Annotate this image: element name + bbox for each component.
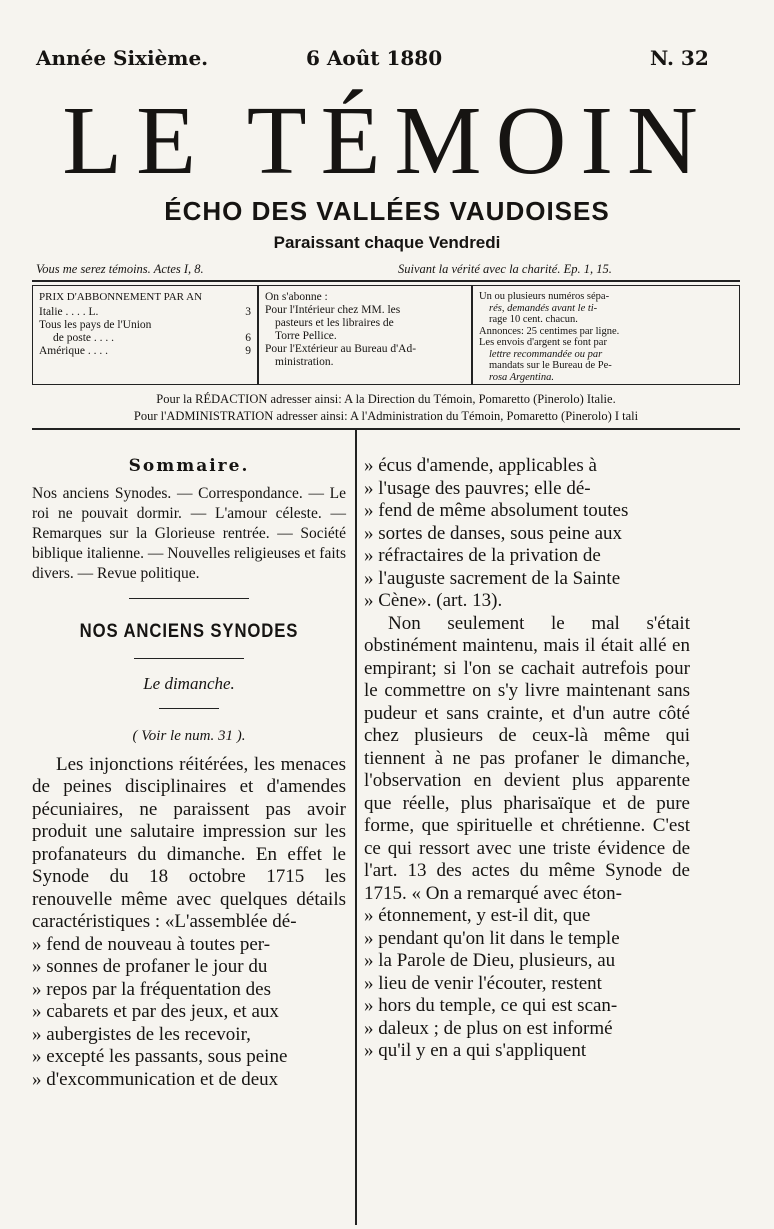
abonne-line: pasteurs et les libraires de: [275, 317, 394, 329]
price-row: [39, 319, 251, 332]
title-rule: [134, 658, 244, 660]
box-divider: [471, 286, 473, 384]
box-divider: [257, 286, 259, 384]
masthead-rule: [32, 280, 740, 282]
numeros-line: Les envois d'argent se font par: [479, 337, 607, 348]
abonne-line: ministration.: [275, 356, 334, 368]
numeros-section: [479, 291, 735, 383]
price-row-value: 6: [245, 332, 251, 344]
issue-date: 6 Août 1880: [306, 46, 443, 70]
quote-line: » la Parole de Dieu, plusieurs, au: [364, 950, 616, 971]
quote-line: » fend de nouveau à toutes per-: [32, 933, 271, 955]
publication-frequency: Paraissant chaque Vendredi: [273, 233, 501, 252]
numeros-line: rés, demandés avant le ti-: [489, 302, 598, 314]
quote-line: » repos par la fréquentation des: [32, 978, 271, 1000]
right-column: [364, 455, 690, 1063]
numeros-line: rage 10 cent. chacun.: [489, 314, 578, 325]
price-heading: PRIX D'ABBONNEMENT PAR AN: [39, 291, 203, 303]
newspaper-subtitle: ÉCHO DES VALLÉES VAUDOISES: [164, 196, 610, 226]
quote-line: » d'excommunication et de deux: [32, 1068, 279, 1090]
motto-right: Suivant la vérité avec la charité. Ep. 1, 15.: [398, 262, 612, 276]
column-divider: [355, 430, 357, 1225]
price-section: [39, 291, 251, 358]
sommaire-text: Nos anciens Synodes. — Correspondance. — Le roi ne pouvait dormir. — L'amour céleste. — Remarques sur la Glorieuse rentrée. — Société biblique italienne. — Nouvelles religieuses et faits divers. — Revue politique.: [32, 484, 346, 582]
quote-line: » excepté les passants, sous peine: [32, 1046, 288, 1067]
numeros-line: lettre recommandée ou par: [489, 348, 603, 360]
abonne-line: Pour l'Intérieur chez MM. les: [265, 304, 401, 316]
quote-line: » aubergistes de les recevoir,: [32, 1023, 251, 1045]
motto-left: Vous me serez témoins. Actes I, 8.: [36, 262, 204, 276]
subscription-box: [32, 285, 740, 385]
quote-line: » étonnement, y est-il dit, que: [364, 905, 591, 926]
numeros-line: rosa Argentina.: [489, 371, 554, 383]
quote-line: » sonnes de profaner le jour du: [32, 956, 268, 977]
quote-line: » lieu de venir l'écouter, restent: [364, 972, 602, 994]
quote-line: » cabarets et par des jeux, et aux: [32, 1001, 279, 1022]
quote-line: » l'auguste sacrement de la Sainte: [364, 567, 621, 589]
price-row-value: 9: [245, 345, 251, 357]
newspaper-title: LE TÉMOIN: [62, 87, 712, 195]
article-subtitle: Le dimanche.: [143, 674, 235, 693]
abonne-line: Pour l'Extérieur au Bureau d'Ad-: [265, 343, 417, 355]
administration-address: Pour l'ADMINISTRATION adresser ainsi: A l'Administration du Témoin, Pomaretto (Pinerolo) I tali: [133, 409, 639, 423]
price-row: [39, 306, 251, 319]
price-row-label: Italie . . . . L.: [39, 306, 99, 318]
price-row: [39, 332, 251, 345]
quote-line: » l'usage des pauvres; elle dé-: [364, 477, 591, 499]
price-row-value: 3: [245, 306, 251, 318]
quote-line: » écus d'amende, applicables à: [364, 455, 597, 476]
header-bottom-rule: [32, 428, 740, 430]
year-label: Année Sixième.: [36, 46, 209, 70]
quote-line: » daleux ; de plus on est informé: [364, 1017, 613, 1039]
price-row: [39, 345, 251, 358]
price-row-label: Amérique . . . .: [39, 345, 108, 357]
quote-line: » hors du temple, ce qui est scan-: [364, 995, 618, 1016]
quote-line: » pendant qu'on lit dans le temple: [364, 927, 620, 949]
section-rule: [129, 598, 249, 600]
quote-line: » fend de même absolument toutes: [364, 500, 629, 521]
quote-line: » sortes de danses, sous peine aux: [364, 522, 623, 544]
left-column: [32, 455, 346, 1091]
sommaire-title: Sommaire.: [128, 456, 250, 476]
subtitle-rule: [159, 708, 219, 710]
issue-number: N. 32: [650, 46, 709, 70]
article-paragraph: Non seulement le mal s'était obstinément maintenu, mais il était allé en empirant; si l'on se cachait autrefois pour le commettre on s'y livre maintenant sans pudeur et sans crainte, et d'un autre côté chez plusieurs de ceux-là même qui tiennent à ne pas profaner le dimanche, l'observation en devient plus apparente que réelle, plus pharisaïque et de pure forme, que spirituelle et chrétienne. C'est ce qui ressort avec une triste évidence de l'art. 13 des actes du même Synode de 1715. « On a remarqué avec éton-: [364, 612, 690, 904]
numeros-line: mandats sur le Bureau de Pe-: [489, 360, 612, 371]
article-paragraph: Les injonctions réitérées, les menaces de peines disciplinaires et d'amendes pécuniaires, ne paraissent pas avoir produit une salutaire impression sur les profanateurs du dimanche. En effet le Synode du 18 octobre 1715 les renouvelle même avec quelques détails caractéristiques : «L'assemblée dé-: [32, 753, 346, 932]
redaction-address: Pour la RÉDACTION adresser ainsi: A la Direction du Témoin, Pomaretto (Pinerolo) Italie.: [156, 392, 616, 406]
quote-line: » réfractaires de la privation de: [364, 545, 601, 566]
price-row-label: de poste . . . .: [53, 332, 115, 344]
price-row-label: Tous les pays de l'Union: [39, 319, 152, 331]
abonne-line: On s'abonne :: [265, 291, 328, 303]
numeros-line: Un ou plusieurs numéros sépa-: [479, 291, 610, 302]
article-reference: ( Voir le num. 31 ).: [132, 728, 246, 744]
abonne-section: [265, 291, 465, 369]
quote-line: » Cène». (art. 13).: [364, 590, 503, 611]
article-title: NOS ANCIENS SYNODES: [79, 621, 299, 642]
quote-line: » qu'il y en a qui s'appliquent: [364, 1040, 587, 1061]
abonne-line: Torre Pellice.: [275, 330, 337, 342]
numeros-line: Annonces: 25 centimes par ligne.: [479, 325, 620, 337]
